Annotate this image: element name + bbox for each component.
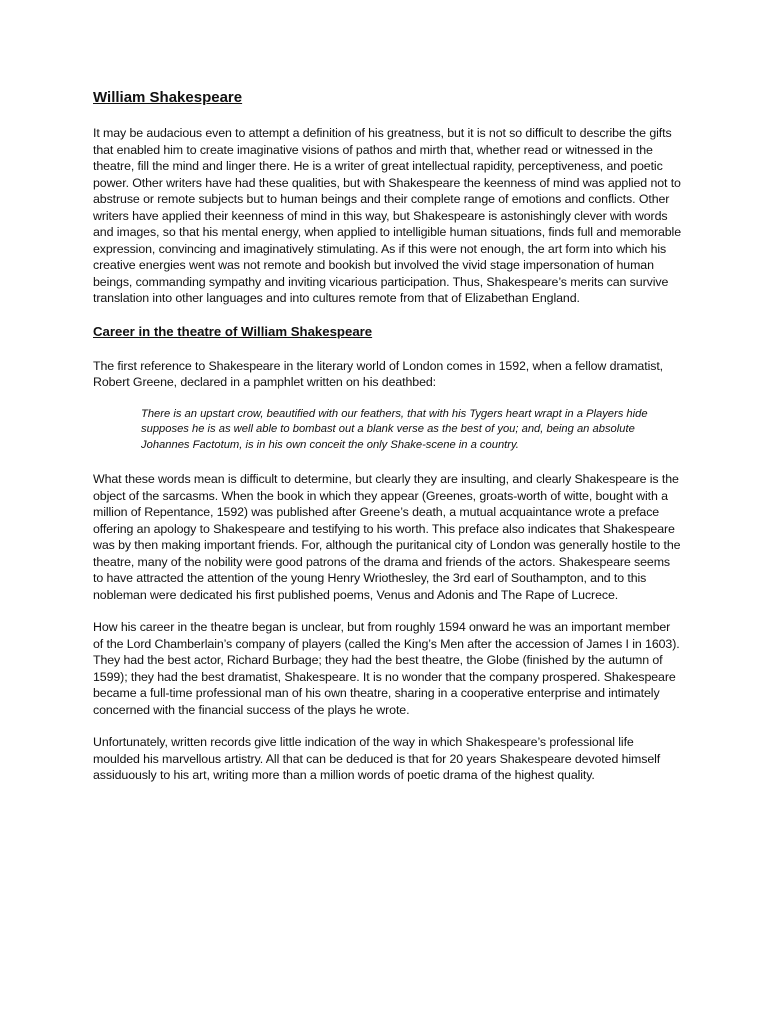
career-paragraph-4: Unfortunately, written records give little indication of the way in which Shakespeare’s professional life moulded his marvellous artistry. All that can be deduced is that for 20 years Shakespeare devoted himself assiduously to his art, writing more than a million words of poetic drama of the highest quality. (93, 735, 661, 782)
career-paragraph-1: The first reference to Shakespeare in the literary world of London comes in 1592, when a fellow dramatist, Robert Greene, declared in a pamphlet written on his deathbed: (93, 358, 664, 389)
document-title: William Shakespeare (93, 89, 243, 106)
document-page (93, 88, 683, 800)
section-heading-career: Career in the theatre of William Shakespeare (93, 323, 373, 339)
career-paragraph-2: What these words mean is difficult to determine, but clearly they are insulting, and clearly Shakespeare is the object of the sarcasms. When the book in which they appear (Greenes, groats-worth of witte, bought with a million of Repentance, 1592) was published after Greene’s death, a mutual acquaintance wrote a preface offering an apology to Shakespeare and testifying to his worth. This preface also indicates that Shakespeare was by then making important friends. For, although the puritanical city of London was generally hostile to the theatre, many of the nobility were good patrons of the drama and friends of the actors. Shakespeare seems to have attracted the attention of the young Henry Wriothesley, the 3rd earl of Southampton, and to this nobleman were dedicated his first published poems, Venus and Adonis and The Rape of Lucrece. (93, 472, 681, 602)
career-paragraph-3: How his career in the theatre began is unclear, but from roughly 1594 onward he was an important member of the Lord Chamberlain’s company of players (called the King’s Men after the accession of James I in 1603). They had the best actor, Richard Burbage; they had the best theatre, the Globe (finished by the autumn of 1599); they had the best dramatist, Shakespeare. It is no wonder that the company prospered. Shakespeare became a full-time professional man of his own theatre, sharing in a cooperative enterprise and intimately concerned with the financial success of the plays he wrote. (93, 620, 680, 717)
greene-quote: There is an upstart crow, beautified with our feathers, that with his Tygers heart wrapt in a Players hide supposes he is as well able to bombast out a blank verse as the best of you; and, being an absolute Johannes Factotum, is in his own conceit the only Shake-scene in a country. (141, 407, 648, 451)
intro-paragraph: It may be audacious even to attempt a definition of his greatness, but it is not so difficult to describe the gifts that enabled him to create imaginative visions of pathos and mirth that, whether read or witnessed in the theatre, fill the mind and linger there. He is a writer of great intellectual rapidity, perceptiveness, and poetic power. Other writers have had these qualities, but with Shakespeare the keenness of mind was applied not to abstruse or remote subjects but to human beings and their complete range of emotions and conflicts. Other writers have applied their keenness of mind in this way, but Shakespeare is astonishingly clever with words and images, so that his mental energy, when applied to intelligible human situations, finds full and memorable expression, convincing and imaginatively stimulating. As if this were not enough, the art form into which his creative energies went was not remote and bookish but involved the vivid stage impersonation of human beings, commanding sympathy and inviting vicarious participation. Thus, Shakespeare’s merits can survive translation into other languages and into cultures remote from that of Elizabethan England. (93, 126, 681, 305)
